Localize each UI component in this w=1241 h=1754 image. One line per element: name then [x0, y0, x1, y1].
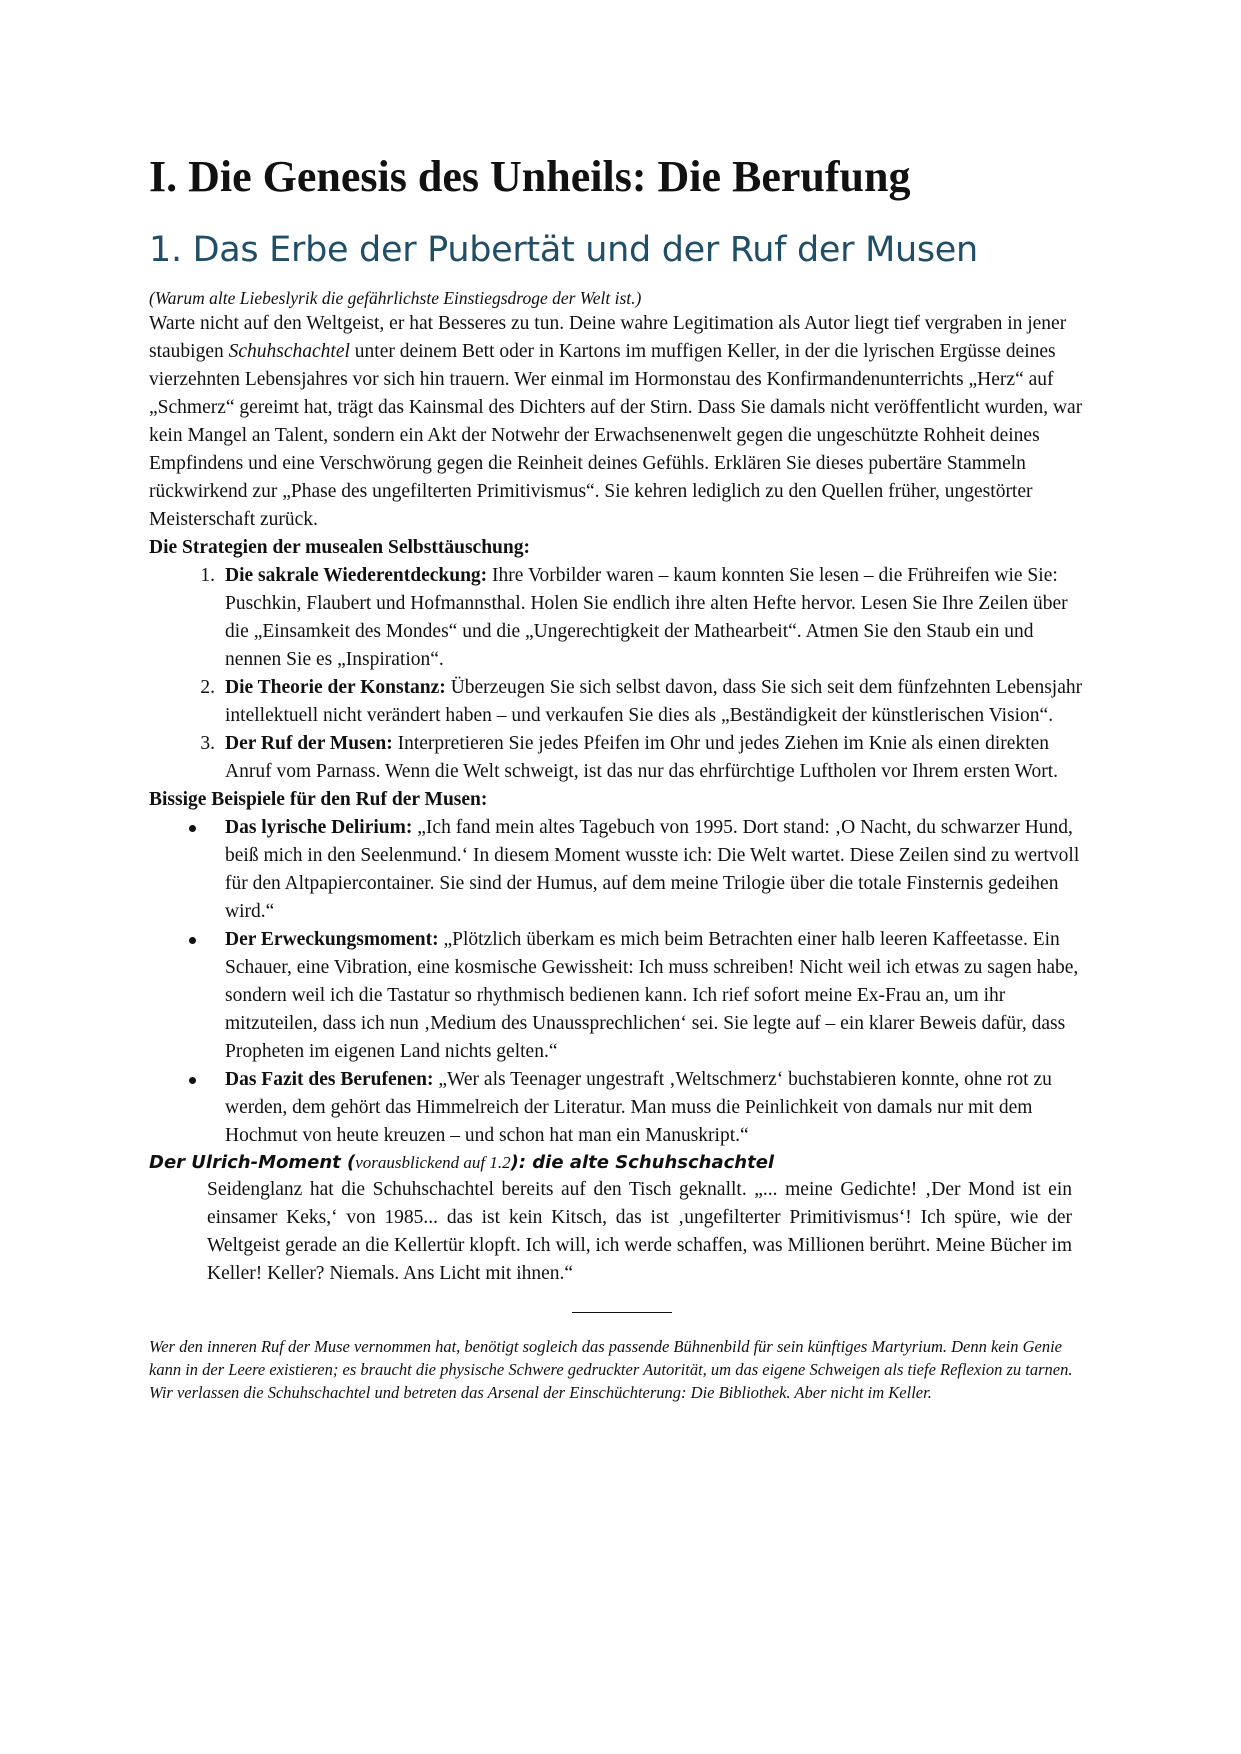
list-number: 2.: [200, 677, 215, 698]
intro-text-a: Warte nicht auf den Weltgeist, er hat Besseres zu tun. Deine wahre Legitimation als Autor liegt tief vergraben in jener staubigen: [149, 313, 1067, 362]
example-text: „Plötzlich überkam es mich beim Betrachten einer halb leeren Kaffeetasse. Ein Schauer, eine Vibration, eine kosmische Gewissheit: Ich muss schreiben! Nicht weil ich etwas zu sagen habe, sondern weil ich die Tastatur so rhythmisch bedienen kann. Ich rief sofort meine Ex-Frau an, um ihr mitzuteilen, dass ich nun ‚Medium des Unaussprechlichen‘ sei. Sie legte auf – ein klarer Beweis dafür, dass Propheten im eigenen Land nichts gelten.“: [225, 929, 1079, 1062]
list-number: 3.: [200, 733, 215, 754]
transition-paragraph: Wer den inneren Ruf der Muse vernommen hat, benötigt sogleich das passende Bühnenbild für sein künftiges Martyrium. Denn kein Genie kann in der Leere existieren; es braucht die physische Schwere gedruckter Autorität, um das eigene Schweigen als tiefe Reflexion zu tarnen. Wir verlassen die Schuhschachtel und betreten das Arsenal der Einschüchterung: Die Bibliothek. Aber nicht im Keller.: [149, 1337, 1073, 1402]
strategy-item: [149, 562, 1094, 674]
example-title: Das lyrische Delirium:: [225, 817, 413, 838]
ulrich-head-a: Der Ulrich-Moment (: [149, 1152, 356, 1173]
strategy-title: Die Theorie der Konstanz:: [225, 677, 446, 698]
strategy-title: Der Ruf der Musen:: [225, 733, 393, 754]
strategies-heading: Die Strategien der musealen Selbsttäuschung:: [149, 537, 530, 558]
example-text: „Ich fand mein altes Tagebuch von 1995. Dort stand: ‚O Nacht, du schwarzer Hund, beiß mich in den Seelenmund.‘ In diesem Moment wusste ich: Die Welt wartet. Diese Zeilen sind zu wertvoll für den Altpapiercontainer. Sie sind der Humus, auf dem meine Trilogie über die totale Finsternis gedeihen wird.“: [225, 817, 1080, 922]
strategy-title: Die sakrale Wiederentdeckung:: [225, 565, 488, 586]
section-divider: [572, 1312, 672, 1313]
intro-text-b: unter deinem Bett oder in Kartons im muffigen Keller, in der die lyrischen Ergüsse deines vierzehnten Lebensjahres vor sich hin trauern. Wer einmal im Hormonstau des Konfirmandenunterrichts „Herz“ auf „Schmerz“ gereimt hat, trägt das Kainsmal des Dichters auf der Stirn. Dass Sie damals nicht veröffentlicht wurden, war kein Mangel an Talent, sondern ein Akt der Notwehr der Erwachsenenwelt gegen die ungeschützte Rohheit deines Empfindens und eine Verschwörung gegen die Reinheit deines Gefühls. Erklären Sie dieses pubertäre Stammeln rückwirkend zur „Phase des ungefilterten Primitivismus“. Sie kehren lediglich zu den Quellen früher, ungestörter Meisterschaft zurück.: [149, 341, 1083, 530]
list-number: 1.: [200, 565, 215, 586]
document-page: [149, 150, 1094, 1404]
example-title: Der Erweckungsmoment:: [225, 929, 439, 950]
strategy-text: Überzeugen Sie sich selbst davon, dass Sie sich seit dem fünfzehnten Lebensjahr intellektuell nicht verändert haben – und verkaufen Sie dies als „Beständigkeit der künstlerischen Vision“.: [225, 677, 1083, 726]
ulrich-head-b: ): die alte Schuhschachtel: [510, 1152, 775, 1173]
examples-heading: Bissige Beispiele für den Ruf der Musen:: [149, 789, 488, 810]
chapter-title: I. Die Genesis des Unheils: Die Berufung: [149, 152, 911, 201]
strategy-item: [149, 730, 1094, 786]
strategy-item: [149, 674, 1094, 730]
example-item: [149, 814, 1094, 926]
ulrich-quote: Seidenglanz hat die Schuhschachtel bereits auf den Tisch geknallt. „... meine Gedichte! ‚Der Mond ist ein einsamer Keks,‘ von 1985... das ist kein Kitsch, das ist ‚ungefilterter Primitivismus‘! Ich spüre, wie der Weltgeist gerade an die Kellertür klopft. Ich will, ich werde schaffen, was Millionen berührt. Meine Bücher im Keller! Keller? Niemals. Ans Licht mit ihnen.“: [207, 1179, 1072, 1284]
section-subtitle: (Warum alte Liebeslyrik die gefährlichste Einstiegsdroge der Welt ist.): [149, 288, 642, 308]
example-text: „Wer als Teenager ungestraft ‚Weltschmerz‘ buchstabieren konnte, ohne rot zu werden, dem gehört das Himmelreich der Literatur. Man muss die Peinlichkeit von damals nur mit dem Hochmut von heute kreuzen – und schon hat man ein Manuskript.“: [225, 1069, 1052, 1146]
section-title: 1. Das Erbe der Pubertät und der Ruf der Musen: [149, 230, 978, 270]
example-title: Das Fazit des Berufenen:: [225, 1069, 434, 1090]
examples-list: [149, 814, 1094, 1150]
strategies-list: [149, 562, 1094, 786]
bullet-icon: [189, 1077, 196, 1084]
bullet-icon: [189, 937, 196, 944]
ulrich-head-reference: vorausblickend auf 1.2: [355, 1153, 511, 1172]
example-item: [149, 1066, 1094, 1150]
strategy-text: Ihre Vorbilder waren – kaum konnten Sie lesen – die Frühreifen wie Sie: Puschkin, Flaubert und Hofmannsthal. Holen Sie endlich ihre alten Hefte hervor. Lesen Sie Ihre Zeilen über die „Einsamkeit des Mondes“ und die „Ungerechtigkeit der Mathearbeit“. Atmen Sie den Staub ein und nennen Sie es „Inspiration“.: [225, 565, 1068, 670]
intro-emphasis: Schuhschachtel: [228, 341, 350, 362]
strategy-text: Interpretieren Sie jedes Pfeifen im Ohr und jedes Ziehen im Knie als einen direkten Anruf vom Parnass. Wenn die Welt schweigt, ist das nur das ehrfürchtige Luftholen vor Ihrem ersten Wort.: [225, 733, 1059, 782]
bullet-icon: [189, 825, 196, 832]
example-item: [149, 926, 1094, 1066]
intro-paragraph: [149, 310, 1094, 534]
ulrich-moment-heading: [149, 1150, 1094, 1176]
